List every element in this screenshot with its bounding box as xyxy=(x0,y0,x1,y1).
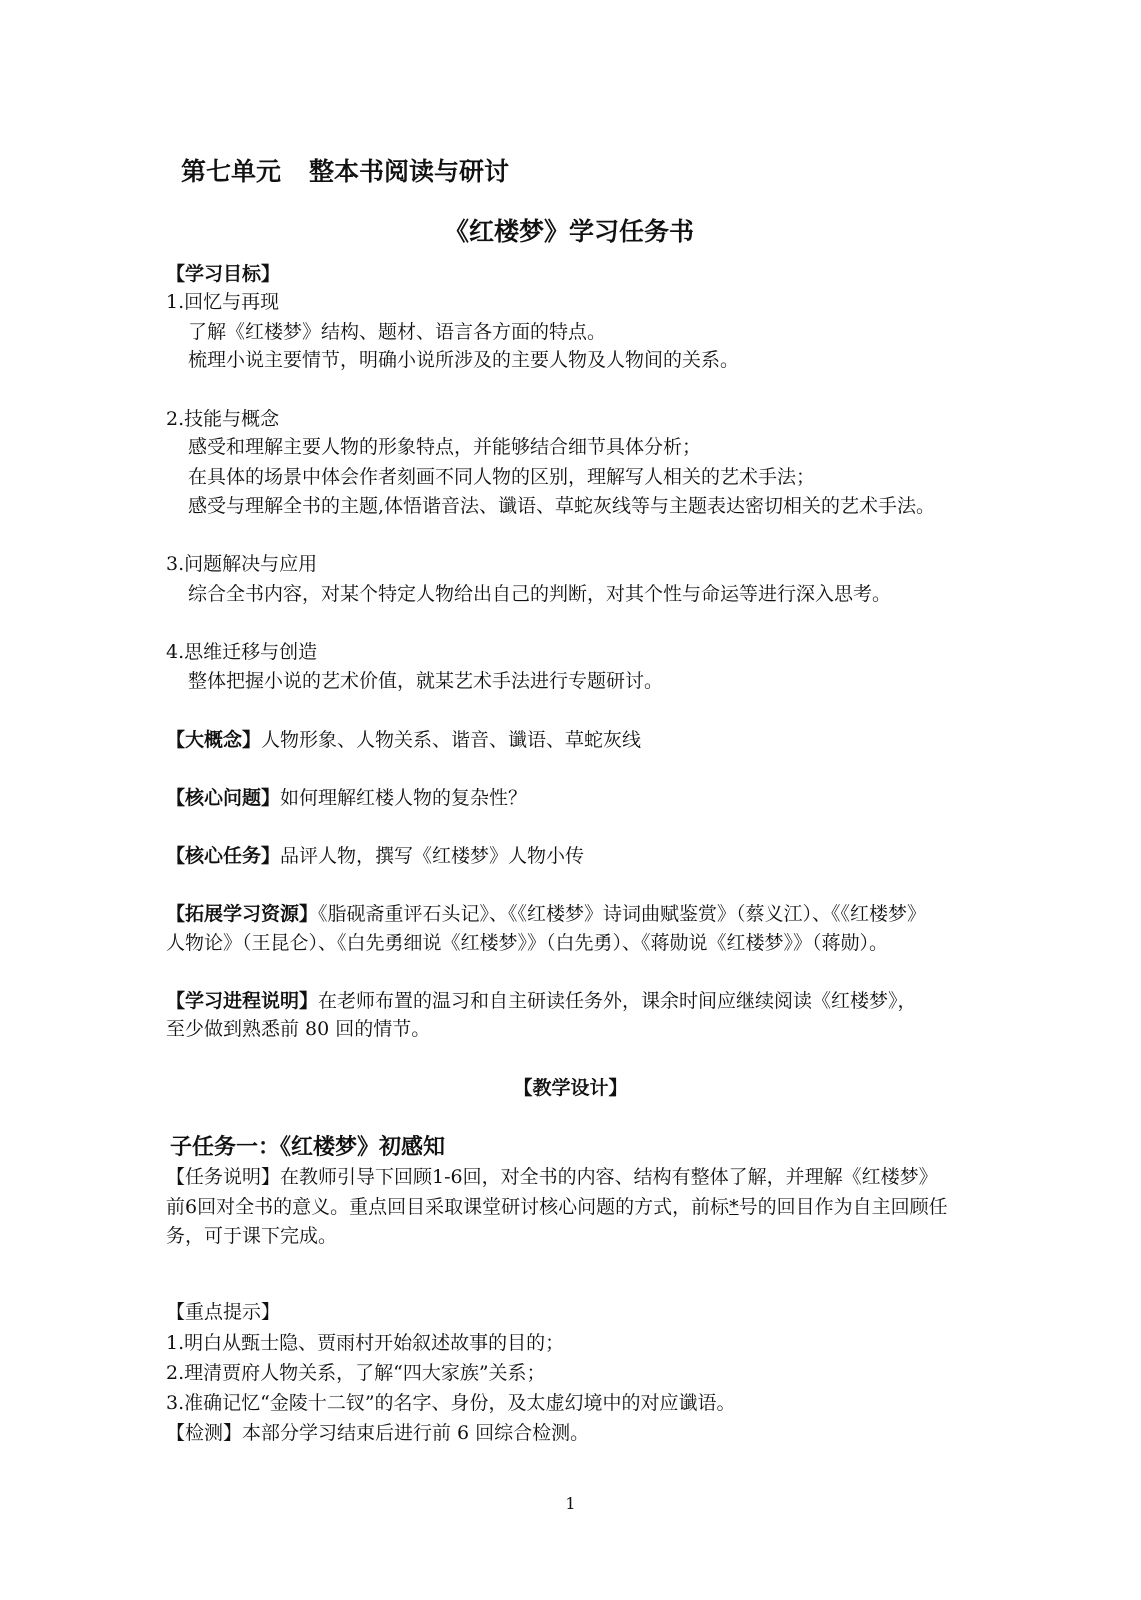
big-concept xyxy=(166,728,641,752)
progress xyxy=(166,989,917,1013)
hint-item: 1.明白从甄士隐、贾雨村开始叙述故事的目的； xyxy=(166,1332,565,1354)
objective-4-line: 整体把握小说的艺术价值，就某艺术手法进行专题研讨。 xyxy=(188,670,664,692)
task-description-line: 务，可于课下完成。 xyxy=(166,1225,338,1247)
objectives-heading: 【学习目标】 xyxy=(166,263,281,285)
subtask-title: 子任务一：《红楼梦》初感知 xyxy=(170,1135,446,1160)
resources-label: 【拓展学习资源】 xyxy=(166,903,319,925)
progress-line: 至少做到熟悉前 80 回的情节。 xyxy=(166,1018,431,1040)
core-question-label: 【核心问题】 xyxy=(166,787,281,809)
resources-line: 人物论》（王昆仑）、《白先勇细说《红楼梦》》（白先勇）、《蒋勋说《红楼梦》》（蒋勋）。 xyxy=(166,932,889,954)
big-concept-text: 人物形象、人物关系、谐音、谶语、草蛇灰线 xyxy=(261,729,642,751)
hint-item: 3.准确记忆“金陵十二钗”的名字、身份，及太虚幻境中的对应谶语。 xyxy=(166,1392,736,1414)
task-description-line: 【任务说明】在教师引导下回顾1-6回，对全书的内容、结构有整体了解，并理解《红楼梦》 xyxy=(166,1166,938,1188)
core-question-text: 如何理解红楼人物的复杂性？ xyxy=(280,787,528,809)
objective-1-title: 1.回忆与再现 xyxy=(166,291,280,313)
task-description-line xyxy=(166,1195,948,1219)
core-task-label: 【核心任务】 xyxy=(166,845,281,867)
objective-2-line: 感受与理解全书的主题,体悟谐音法、谶语、草蛇灰线等与主题表达密切相关的艺术手法。 xyxy=(188,495,936,517)
objective-3-line: 综合全书内容，对某个特定人物给出自己的判断，对其个性与命运等进行深入思考。 xyxy=(188,583,892,605)
check-note: 【检测】本部分学习结束后进行前 6 回综合检测。 xyxy=(166,1422,590,1444)
objective-2-line: 在具体的场景中体会作者刻画不同人物的区别，理解写人相关的艺术手法； xyxy=(188,466,816,488)
big-concept-label: 【大概念】 xyxy=(166,729,262,751)
document-title: 《红楼梦》学习任务书 xyxy=(444,217,695,246)
star-mark: * xyxy=(729,1196,739,1218)
task-description-text: 前6回对全书的意义。重点回目采取课堂研讨核心问题的方式，前标 xyxy=(166,1196,730,1218)
objective-2-title: 2.技能与概念 xyxy=(166,408,280,430)
progress-label: 【学习进程说明】 xyxy=(166,990,319,1012)
core-question xyxy=(166,786,527,810)
progress-line: 在老师布置的温习和自主研读任务外，课余时间应继续阅读《红楼梦》， xyxy=(318,990,917,1012)
objective-1-line: 了解《红楼梦》结构、题材、语言各方面的特点。 xyxy=(188,321,607,343)
unit-name: 整本书阅读与研讨 xyxy=(309,157,510,186)
page-number: 1 xyxy=(565,1494,576,1513)
unit-number: 第七单元 xyxy=(181,157,282,186)
objective-1-line: 梳理小说主要情节，明确小说所涉及的主要人物及人物间的关系。 xyxy=(188,349,740,371)
teaching-design-heading: 【教学设计】 xyxy=(513,1077,628,1099)
resources xyxy=(166,902,926,926)
hints-heading: 【重点提示】 xyxy=(166,1301,281,1323)
hint-item: 2.理清贾府人物关系，了解“四大家族”关系； xyxy=(166,1362,546,1384)
resources-line: 《脂砚斋重评石头记》、《《红楼梦》诗词曲赋鉴赏》（蔡义江）、《《红楼梦》 xyxy=(318,903,927,925)
unit-title xyxy=(181,156,509,188)
objective-3-title: 3.问题解决与应用 xyxy=(166,553,318,575)
objective-2-line: 感受和理解主要人物的形象特点，并能够结合细节具体分析； xyxy=(188,436,702,458)
objective-4-title: 4.思维迁移与创造 xyxy=(166,641,318,663)
core-task-text: 品评人物，撰写《红楼梦》人物小传 xyxy=(280,845,585,867)
core-task xyxy=(166,844,584,868)
task-description-text: 号的回目作为自主回顾任 xyxy=(738,1196,948,1218)
